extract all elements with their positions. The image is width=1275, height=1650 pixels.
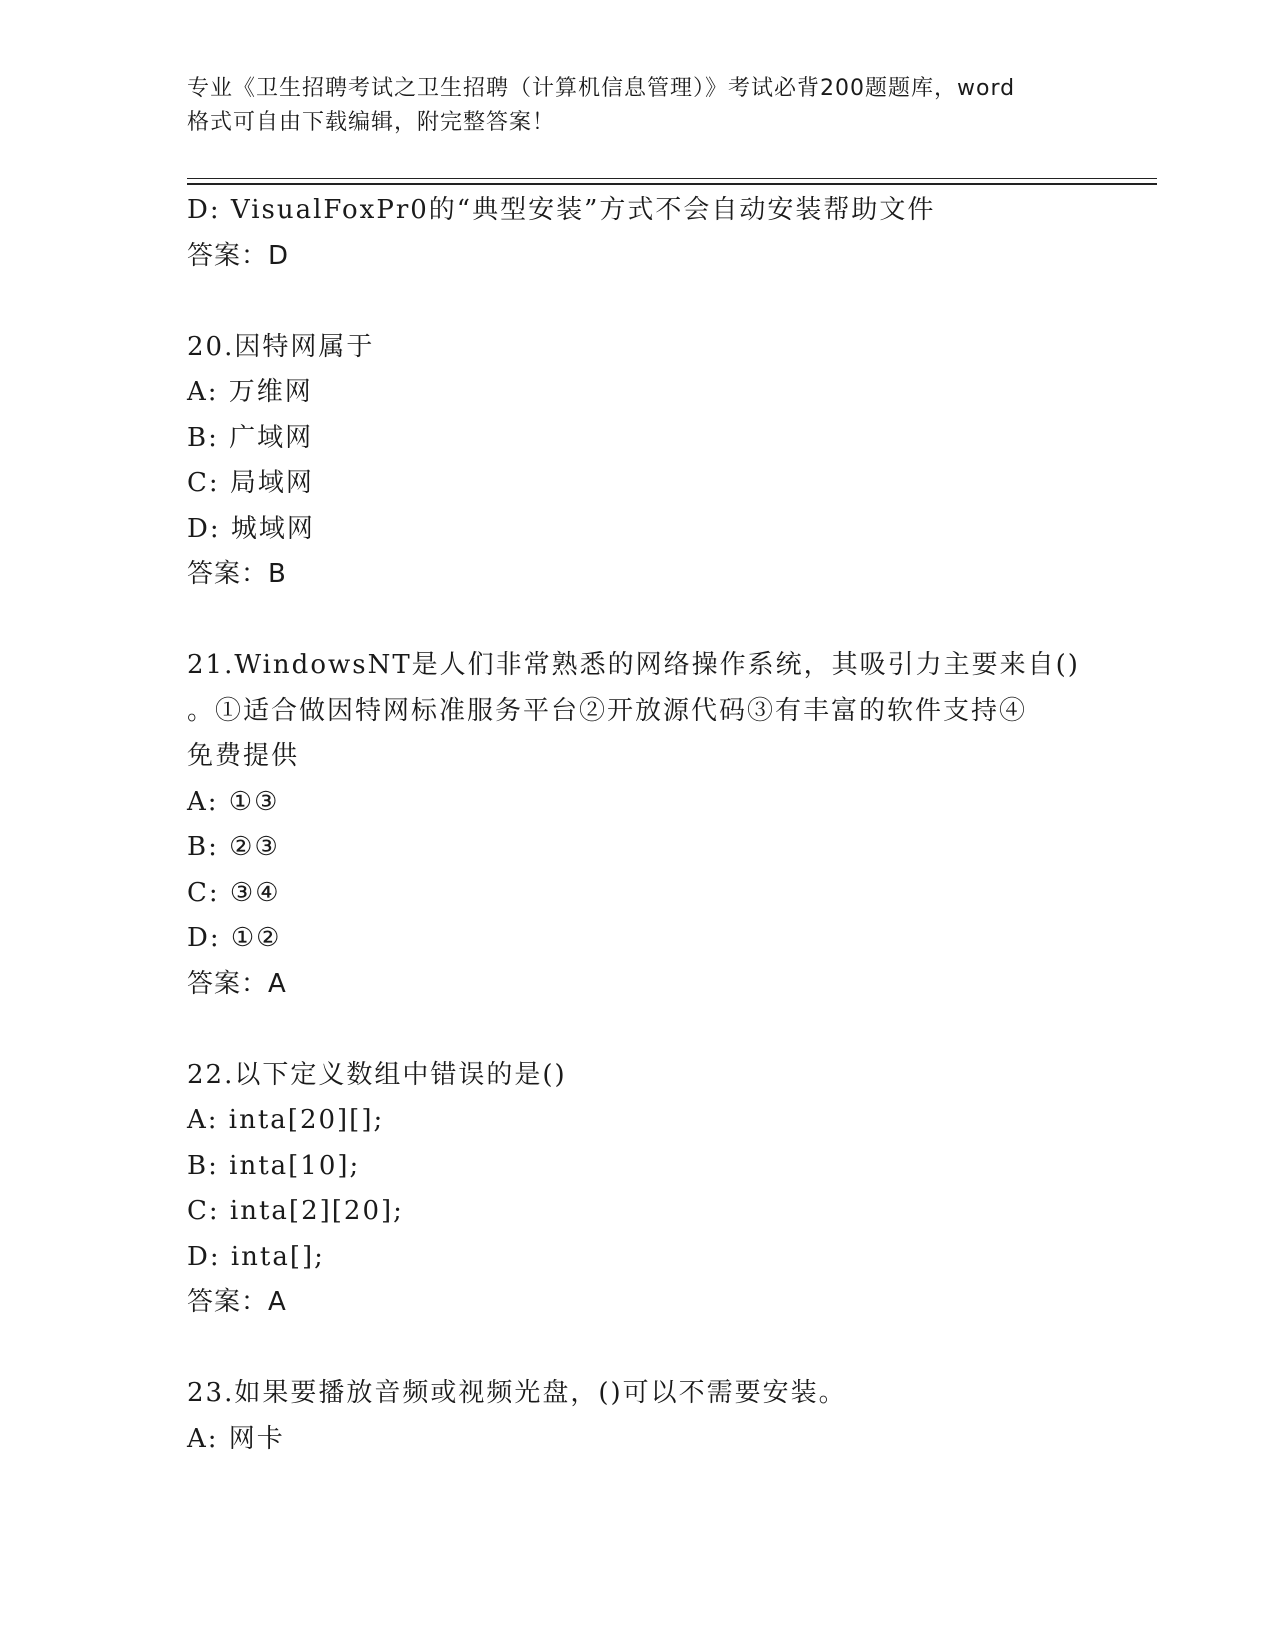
question-text: 20.因特网属于	[187, 331, 375, 362]
option-c: C: ③④	[187, 877, 281, 908]
option-d: D: inta[];	[187, 1241, 325, 1272]
answer-line: 答案：A	[187, 1287, 287, 1317]
option-a: A: inta[20][];	[187, 1105, 385, 1135]
question-text-line-1: 21.WindowsNT是人们非常熟悉的网络操作系统，其吸引力主要来自()	[187, 650, 1080, 680]
question-block-prev	[187, 188, 1087, 279]
spacer	[187, 598, 1087, 644]
header-line-1: 专业《卫生招聘考试之卫生招聘（计算机信息管理）》考试必背200题题库，word	[187, 76, 1016, 101]
option-b: B: 广域网	[187, 422, 314, 453]
header-divider-thick	[187, 183, 1157, 185]
option-c: C: inta[2][20];	[187, 1196, 404, 1226]
option-a: A: 网卡	[187, 1423, 285, 1454]
option-d: D: VisualFoxPr0的“典型安装”方式不会自动安装帮助文件	[187, 195, 936, 225]
answer-line: 答案：A	[187, 968, 287, 999]
question-block-23	[187, 1371, 1087, 1462]
header-divider-thin	[187, 178, 1157, 179]
question-text: 22.以下定义数组中错误的是()	[187, 1059, 567, 1090]
option-a: A: ①③	[187, 786, 280, 817]
question-block-21	[187, 643, 1087, 1007]
question-text: 23.如果要播放音频或视频光盘，()可以不需要安装。	[187, 1378, 847, 1408]
header-line-2: 格式可自由下载编辑，附完整答案！	[187, 110, 556, 135]
question-block-22	[187, 1053, 1087, 1326]
spacer	[187, 1326, 1087, 1372]
question-text-line-3: 免费提供	[187, 741, 300, 771]
question-text-line-2: 。①适合做因特网标准服务平台②开放源代码③有丰富的软件支持④	[187, 695, 1028, 726]
option-c: C: 局域网	[187, 468, 314, 498]
document-header	[187, 72, 1087, 140]
option-a: A: 万维网	[187, 377, 313, 407]
answer-line: 答案：D	[187, 240, 290, 271]
answer-line: 答案：B	[187, 559, 287, 589]
option-d: D: 城域网	[187, 513, 315, 544]
option-d: D: ①②	[187, 923, 282, 953]
question-block-20	[187, 325, 1087, 598]
spacer	[187, 1007, 1087, 1053]
option-b: B: ②③	[187, 832, 280, 862]
option-b: B: inta[10];	[187, 1150, 361, 1181]
spacer	[187, 279, 1087, 325]
question-list	[187, 188, 1087, 1462]
